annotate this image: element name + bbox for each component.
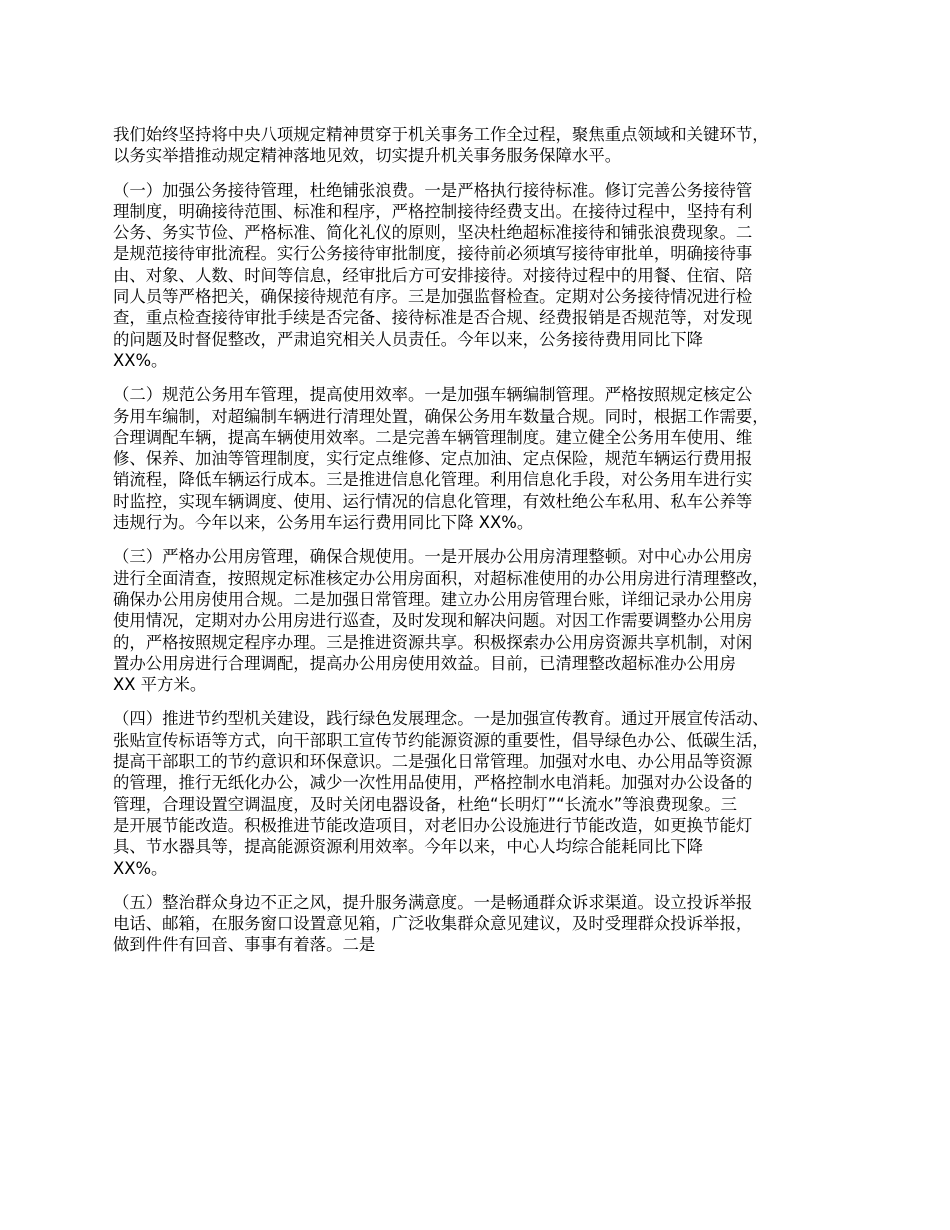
- paragraph-line: （三）严格办公用房管理，确保合规使用。一是开展办公用房清理整顿。对中心办公用房: [113, 547, 753, 567]
- paragraph-line: 违规行为。今年以来，公务用车运行费用同比下降 XX%。: [113, 513, 534, 533]
- paragraph-line: XX%。: [113, 858, 168, 878]
- paragraph-line: （五）整治群众身边不正之风，提升服务满意度。一是畅通群众诉求渠道。设立投诉举报: [113, 892, 753, 912]
- paragraph-line: 的管理，推行无纸化办公，减少一次性用品使用，严格控制水电消耗。加强对办公设备的: [113, 773, 753, 793]
- document-body: [113, 124, 857, 956]
- paragraph-line: 置办公用房进行合理调配，提高办公用房使用效益。目前，已清理整改超标准办公用房: [113, 653, 736, 673]
- document-paragraph: [113, 708, 857, 878]
- document-paragraph: [113, 384, 857, 533]
- paragraph-line: 合理调配车辆，提高车辆使用效率。二是完善车辆管理制度。建立健全公务用车使用、维: [113, 427, 753, 447]
- paragraph-line: 查，重点检查接待审批手续是否完备、接待标准是否合规、经费报销是否规范等，对发现: [113, 308, 753, 328]
- paragraph-line: 张贴宣传标语等方式，向干部职工宣传节约能源资源的重要性，倡导绿色办公、低碳生活，: [113, 730, 769, 750]
- paragraph-line: （四）推进节约型机关建设，践行绿色发展理念。一是加强宣传教育。通过开展宣传活动、: [113, 709, 769, 729]
- document-paragraph: [113, 180, 857, 372]
- paragraph-line: 进行全面清查，按照规定标准核定办公用房面积，对超标准使用的办公用房进行清理整改，: [113, 568, 769, 588]
- paragraph-line: 的，严格按照规定程序办理。三是推进资源共享。积极探索办公用房资源共享机制，对闲: [113, 632, 753, 652]
- document-paragraph: [113, 124, 857, 167]
- document-paragraph: [113, 892, 857, 956]
- paragraph-line: 是开展节能改造。积极推进节能改造项目，对老旧办公设施进行节能改造，如更换节能灯: [113, 815, 753, 835]
- paragraph-line: 以务实举措推动规定精神落地见效，切实提升机关事务服务保障水平。: [113, 146, 622, 166]
- paragraph-line: 销流程，降低车辆运行成本。三是推进信息化管理。利用信息化手段，对公务用车进行实: [113, 470, 753, 490]
- paragraph-line: 修、保养、加油等管理制度，实行定点维修、定点加油、定点保险，规范车辆运行费用报: [113, 449, 753, 469]
- paragraph-line: 提高干部职工的节约意识和环保意识。二是强化日常管理。加强对水电、办公用品等资源: [113, 752, 753, 772]
- paragraph-line: 电话、邮箱，在服务窗口设置意见箱，广泛收集群众意见建议，及时受理群众投诉举报，: [113, 914, 753, 934]
- paragraph-line: 务用车编制，对超编制车辆进行清理处置，确保公务用车数量合规。同时，根据工作需要，: [113, 406, 769, 426]
- paragraph-line: 做到件件有回音、事事有着落。二是: [113, 935, 376, 955]
- paragraph-line: XX%。: [113, 350, 168, 370]
- paragraph-line: （二）规范公务用车管理，提高使用效率。一是加强车辆编制管理。严格按照规定核定公: [113, 385, 753, 405]
- paragraph-line: 时监控，实现车辆调度、使用、运行情况的信息化管理，有效杜绝公车私用、私车公养等: [113, 491, 753, 511]
- paragraph-line: （一）加强公务接待管理，杜绝铺张浪费。一是严格执行接待标准。修订完善公务接待管: [113, 180, 753, 200]
- paragraph-line: 是规范接待审批流程。实行公务接待审批制度，接待前必须填写接待审批单，明确接待事: [113, 244, 753, 264]
- paragraph-line: 理制度，明确接待范围、标准和程序，严格控制接待经费支出。在接待过程中，坚持有利: [113, 201, 753, 221]
- document-page: [113, 124, 857, 969]
- document-paragraph: [113, 546, 857, 695]
- paragraph-line: 我们始终坚持将中央八项规定精神贯穿于机关事务工作全过程，聚焦重点领域和关键环节，: [113, 125, 769, 144]
- paragraph-line: 管理，合理设置空调温度，及时关闭电器设备，杜绝“长明灯”“长流水”等浪费现象。三: [113, 794, 738, 814]
- paragraph-line: 同人员等严格把关，确保接待规范有序。三是加强监督检查。定期对公务接待情况进行检: [113, 287, 753, 307]
- paragraph-line: 由、对象、人数、时间等信息，经审批后方可安排接待。对接待过程中的用餐、住宿、陪: [113, 265, 753, 285]
- paragraph-line: XX 平方米。: [113, 675, 207, 695]
- paragraph-line: 使用情况，定期对办公用房进行巡查，及时发现和解决问题。对因工作需要调整办公用房: [113, 611, 753, 631]
- paragraph-line: 公务、务实节俭、严格标准、简化礼仪的原则，坚决杜绝超标准接待和铺张浪费现象。二: [113, 223, 753, 243]
- paragraph-line: 具、节水器具等，提高能源资源利用效率。今年以来，中心人均综合能耗同比下降: [113, 837, 704, 857]
- paragraph-line: 的问题及时督促整改，严肃追究相关人员责任。今年以来，公务接待费用同比下降: [113, 329, 704, 349]
- paragraph-line: 确保办公用房使用合规。二是加强日常管理。建立办公用房管理台账，详细记录办公用房: [113, 589, 753, 609]
